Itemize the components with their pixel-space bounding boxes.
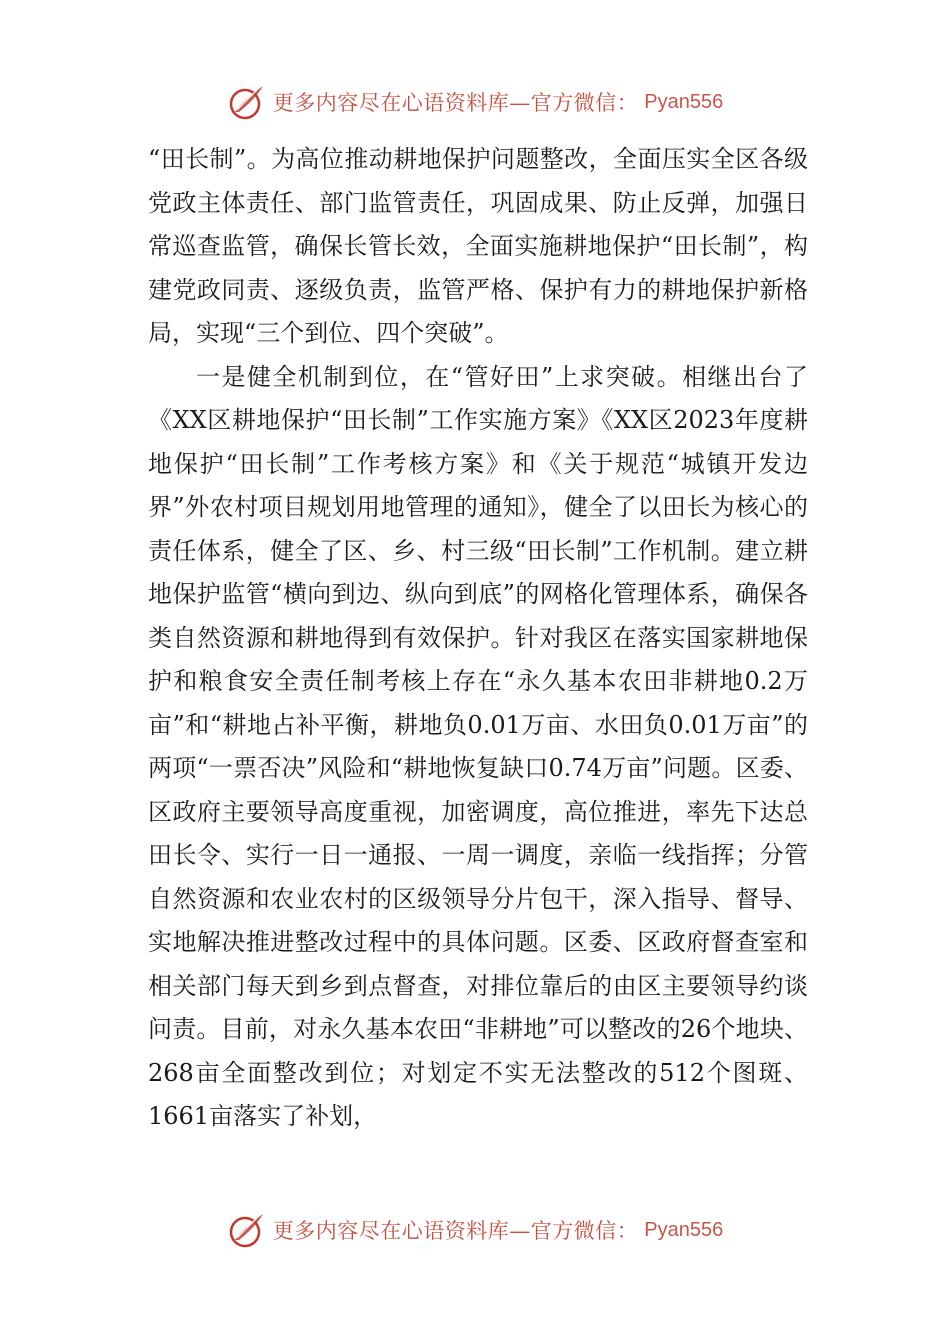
watermark-header — [0, 80, 950, 124]
watermark-text: 更多内容尽在心语资料库—官方微信： — [272, 91, 639, 115]
feather-pen-logo-icon — [227, 82, 267, 122]
paragraph-continuation: “田长制”。为高位推动耕地保护问题整改，全面压实全区各级党政主体责任、部门监管责任，巩固成果、防止反弹，加强日常巡查监管，确保长管长效，全面实施耕地保护“田长制”，构建党政同责、逐级负责，监管严格、保护有力的耕地保护新格局，实现“三个到位、四个突破”。 — [148, 145, 808, 347]
feather-pen-logo-icon — [227, 1210, 267, 1250]
watermark-footer — [0, 1208, 950, 1252]
paragraph-mechanism: 一是健全机制到位，在“管好田”上求突破。相继出台了《XX区耕地保护“田长制”工作实施方案》《XX区2023年度耕地保护“田长制”工作考核方案》和《关于规范“城镇开发边界”外农村项目规划用地管理的通知》，健全了以田长为核心的责任体系，健全了区、乡、村三级“田长制”工作机制。建立耕地保护监管“横向到边、纵向到底”的网格化管理体系，确保各类自然资源和耕地得到有效保护。针对我区在落实国家耕地保护和粮食安全责任制考核上存在“永久基本农田非耕地0.2万亩”和“耕地占补平衡，耕地负0.01万亩、水田负0.01万亩”的两项“一票否决”风险和“耕地恢复缺口0.74万亩”问题。区委、区政府主要领导高度重视，加密调度，高位推进，率先下达总田长令、实行一日一通报、一周一调度，亲临一线指挥；分管自然资源和农业农村的区级领导分片包干，深入指导、督导、实地解决推进整改过程中的具体问题。区委、区政府督查室和相关部门每天到乡到点督查，对排位靠后的由区主要领导约谈问责。目前，对永久基本农田“非耕地”可以整改的26个地块、268亩全面整改到位；对划定不实无法整改的512个图斑、1661亩落实了补划， — [148, 362, 808, 1130]
document-body — [148, 138, 808, 1139]
watermark-text: 更多内容尽在心语资料库—官方微信： — [272, 1219, 639, 1243]
watermark-wechat-id: Pyan556 — [644, 90, 724, 113]
watermark-wechat-id: Pyan556 — [644, 1218, 724, 1241]
